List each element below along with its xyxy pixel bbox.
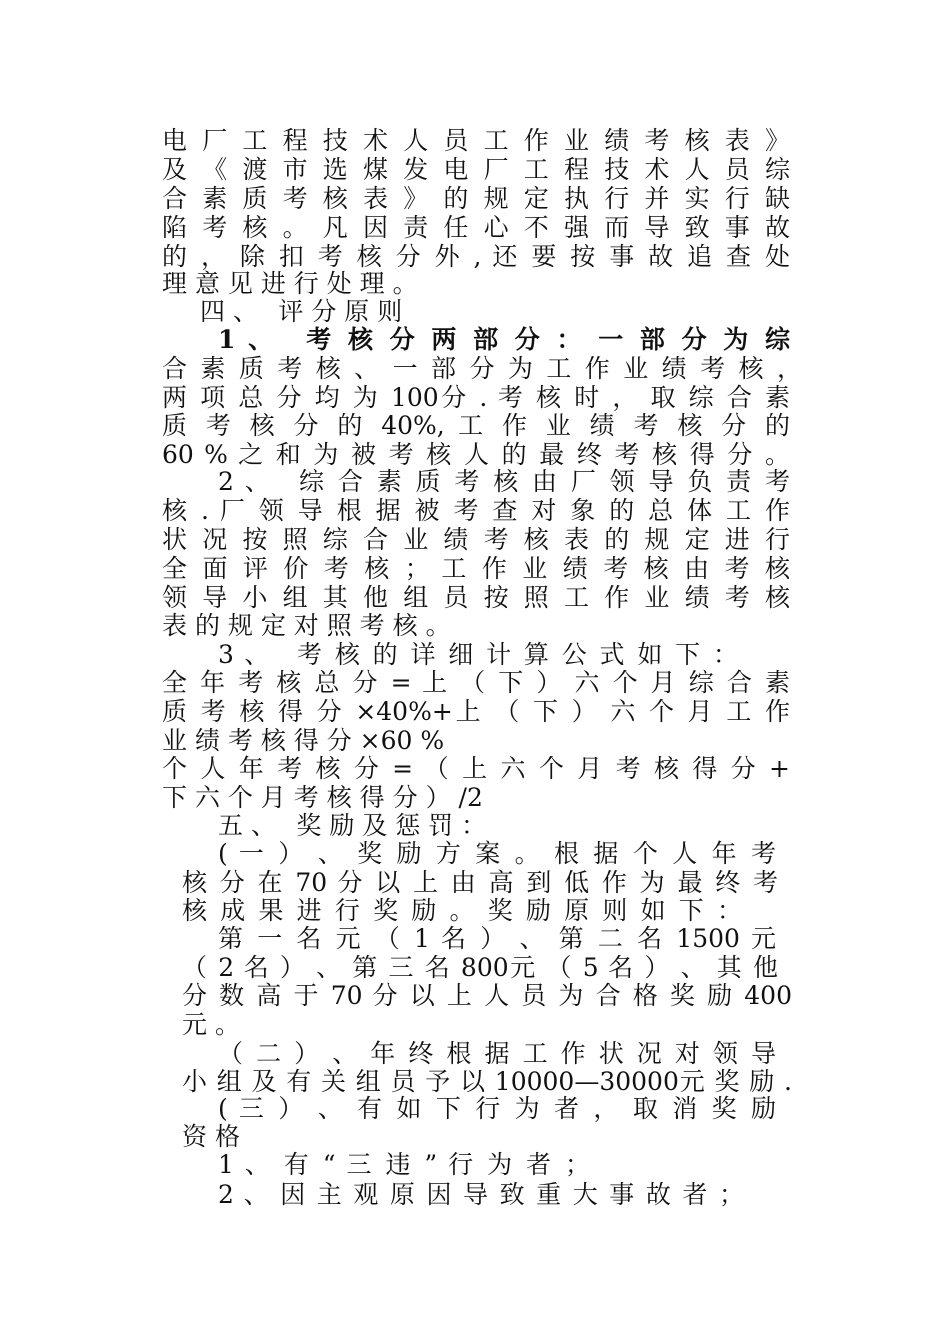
text-line: 的 ， 除 扣 考 核 分 外 , 还 要 按 事 故 追 查 处: [162, 242, 790, 271]
text-line: 第 一 名 元 （ 1 名 ） 、 第 二 名 1500 元: [218, 924, 776, 953]
text-line: 合 素 质 考 核 表 》 的 规 定 执 行 并 实 行 缺: [162, 184, 790, 213]
text-line: ( 一 ） 、 奖 励 方 案 。 根 据 个 人 年 考: [218, 839, 776, 868]
text-line: ( 三 ） 、 有 如 下 行 为 者 ， 取 消 奖 励: [218, 1094, 776, 1123]
text-line: （ 2 名 ） 、 第 三 名 800元 （ 5 名 ） 、 其 他: [182, 953, 778, 982]
text-line: 元 。: [182, 1010, 240, 1039]
text-line: 小 组 及 有 关 组 员 予 以 10000—30000元 奖 励 .: [182, 1067, 792, 1096]
text-line: 个 人 年 考 核 分 = （ 上 六 个 月 考 核 得 分 +: [162, 754, 790, 783]
text-line: 电 厂 工 程 技 术 人 员 工 作 业 绩 考 核 表 》: [162, 126, 790, 155]
text-line: （ 二 ） 、 年 终 根 据 工 作 状 况 对 领 导: [218, 1039, 776, 1068]
text-line: 质 考 核 分 的 40%, 工 作 业 绩 考 核 分 的: [162, 411, 790, 440]
text-line: 业 绩 考 核 得 分 ×60 %: [162, 726, 445, 755]
text-line: 领 导 小 组 其 他 组 员 按 照 工 作 业 绩 考 核: [162, 583, 790, 612]
list-item: 2 、 因 主 观 原 因 导 致 重 大 事 故 者 ；: [218, 1180, 744, 1209]
text-line: 分 数 高 于 70 分 以 上 人 员 为 合 格 奖 励 400: [182, 981, 792, 1010]
numbered-item: 1 、 考 核 分 两 部 分 ： 一 部 分 为 综: [218, 325, 790, 354]
text-line: 质 考 核 得 分 ×40%+上 （ 下 ） 六 个 月 工 作: [162, 697, 790, 726]
text-line: 全 面 评 价 考 核 ； 工 作 业 绩 考 核 由 考 核: [162, 554, 790, 583]
text-line: 两 项 总 分 均 为 100分 . 考 核 时 ， 取 综 合 素: [162, 383, 790, 412]
text-line: 下 六 个 月 考 核 得 分 ） /2: [162, 783, 483, 812]
section-heading: 四 、 评 分 原 则: [200, 297, 403, 326]
text-line: 陷 考 核 。 凡 因 责 任 心 不 强 而 导 致 事 故: [162, 213, 790, 242]
numbered-item: 2 、 综 合 素 质 考 核 由 厂 领 导 负 责 考: [218, 467, 790, 496]
text-line: 表 的 规 定 对 照 考 核 。: [162, 611, 451, 640]
numbered-item: 3 、 考 核 的 详 细 计 算 公 式 如 下 ：: [218, 640, 738, 669]
text-line: 全 年 考 核 总 分 = 上 （ 下 ） 六 个 月 综 合 素: [162, 668, 790, 697]
list-item: 1 、 有 “ 三 违 ” 行 为 者 ；: [218, 1150, 590, 1179]
text-line: 核 . 厂 领 导 根 据 被 考 查 对 象 的 总 体 工 作: [162, 496, 790, 525]
text-line: 核 分 在 70 分 以 上 由 高 到 低 作 为 最 终 考: [182, 868, 778, 897]
text-line: 核 成 果 进 行 奖 励 。 奖 励 原 则 如 下 ：: [182, 896, 742, 925]
text-line: 合 素 质 考 核 、 一 部 分 为 工 作 业 绩 考 核 ，: [162, 354, 802, 383]
text-line: 60 % 之 和 为 被 考 核 人 的 最 终 考 核 得 分 。: [162, 440, 790, 469]
text-line: 状 况 按 照 综 合 业 绩 考 核 表 的 规 定 进 行: [162, 525, 790, 554]
text-line: 及 《 渡 市 选 煤 发 电 厂 工 程 技 术 人 员 综: [162, 155, 790, 184]
section-heading: 五 、 奖 励 及 惩 罚 ：: [218, 811, 487, 840]
text-line: 资 格: [182, 1122, 240, 1151]
text-line: 理 意 见 进 行 处 理 。: [162, 269, 418, 298]
